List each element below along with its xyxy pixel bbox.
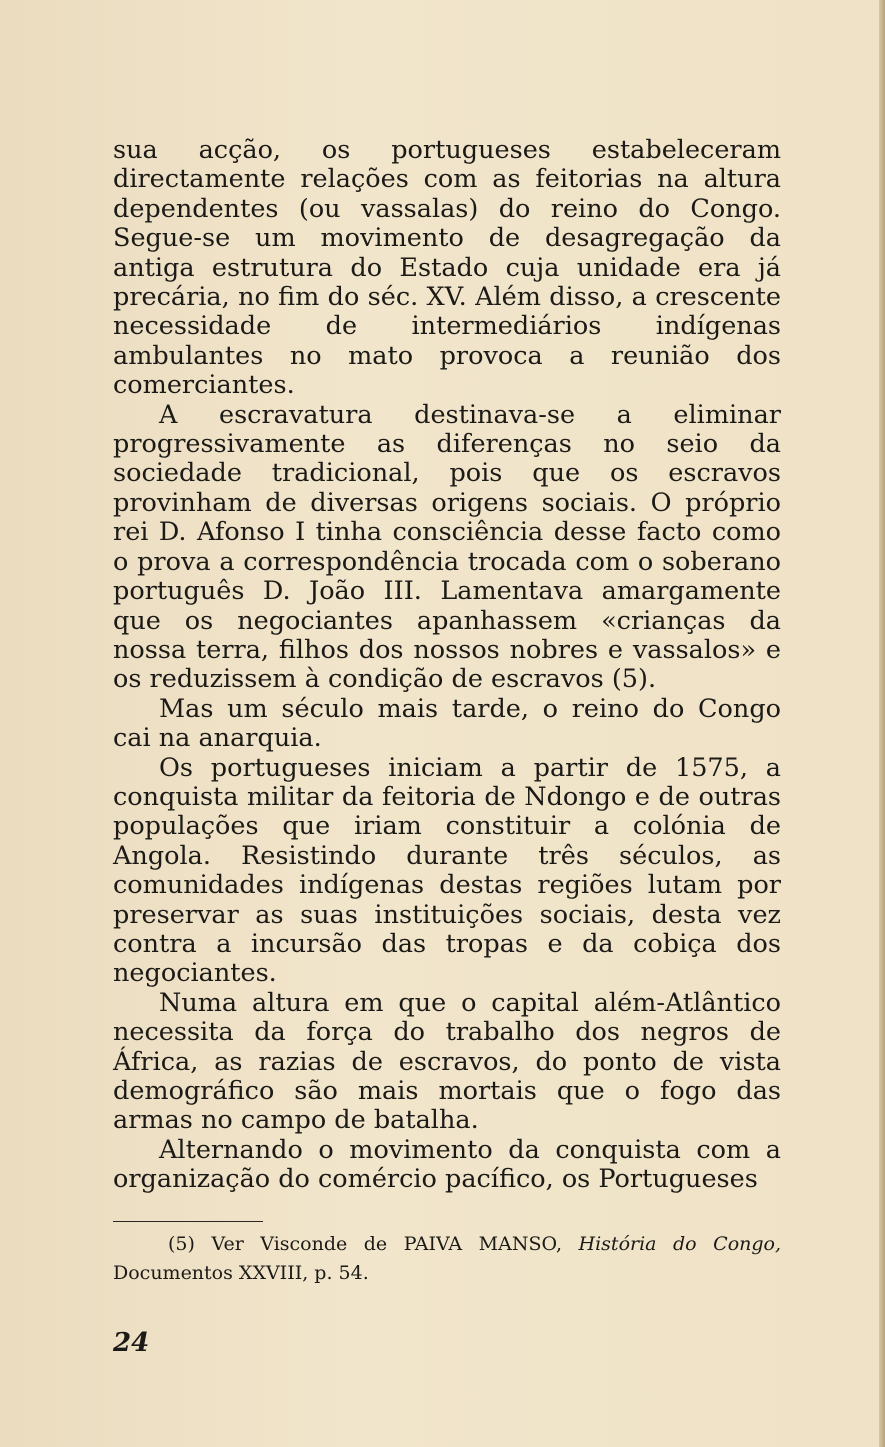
page-edge xyxy=(879,0,885,1447)
body-text xyxy=(113,136,781,1195)
page-number: 24 xyxy=(113,1328,150,1358)
paragraph-1: sua acção, os portugueses estabeleceram directamente relações com as feitorias na altura dependentes (ou vassalas) do reino do Congo. Segue-se um movimento de desagregação da antiga estrutura do Estado cuja unidade era já precária, no fim do séc. XV. Além disso, a crescente necessidade de intermediários indígenas ambulantes no mato provoca a reunião dos comerciantes. xyxy=(113,135,781,401)
paragraph-4: Os portugueses iniciam a partir de 1575, a conquista militar da feitoria de Ndongo e de outras populações que iriam constituir a colónia de Angola. Resistindo durante três séculos, as comunidades indígenas destas regiões lutam por preservar as suas instituições sociais, desta vez contra a incursão das tropas e da cobiça dos negociantes. xyxy=(113,752,781,989)
footnote-text-after: Documentos XXVIII, p. 54. xyxy=(113,1262,369,1284)
paragraph-6: Alternando o movimento da conquista com a organização do comércio pacífico, os Portugueses xyxy=(113,1134,781,1195)
footnote-title: História do Congo, xyxy=(578,1233,782,1255)
footnote-marker: (5) xyxy=(168,1233,195,1255)
paragraph-3: Mas um século mais tarde, o reino do Congo cai na anarquia. xyxy=(113,693,781,754)
footnote-divider xyxy=(113,1221,263,1222)
paragraph-5: Numa altura em que o capital além-Atlântico necessita da força do trabalho dos negros de África, as razias de escravos, do ponto de vista demográfico são mais mortais que o fogo das armas no campo de batalha. xyxy=(113,987,781,1136)
paragraph-2: A escravatura destinava-se a eliminar progressivamente as diferenças no seio da sociedade tradicional, pois que os escravos provinham de diversas origens sociais. O próprio rei D. Afonso I tinha consciência desse facto como o prova a correspondência trocada com o soberano português D. João III. Lamentava amargamente que os negociantes apanhassem «crianças da nossa terra, filhos dos nossos nobres e vassalos» e os reduzissem à condição de escravos (5). xyxy=(113,399,781,695)
footnote xyxy=(113,1230,781,1288)
footnote-text-before: Ver Visconde de PAIVA MANSO, xyxy=(211,1233,562,1255)
